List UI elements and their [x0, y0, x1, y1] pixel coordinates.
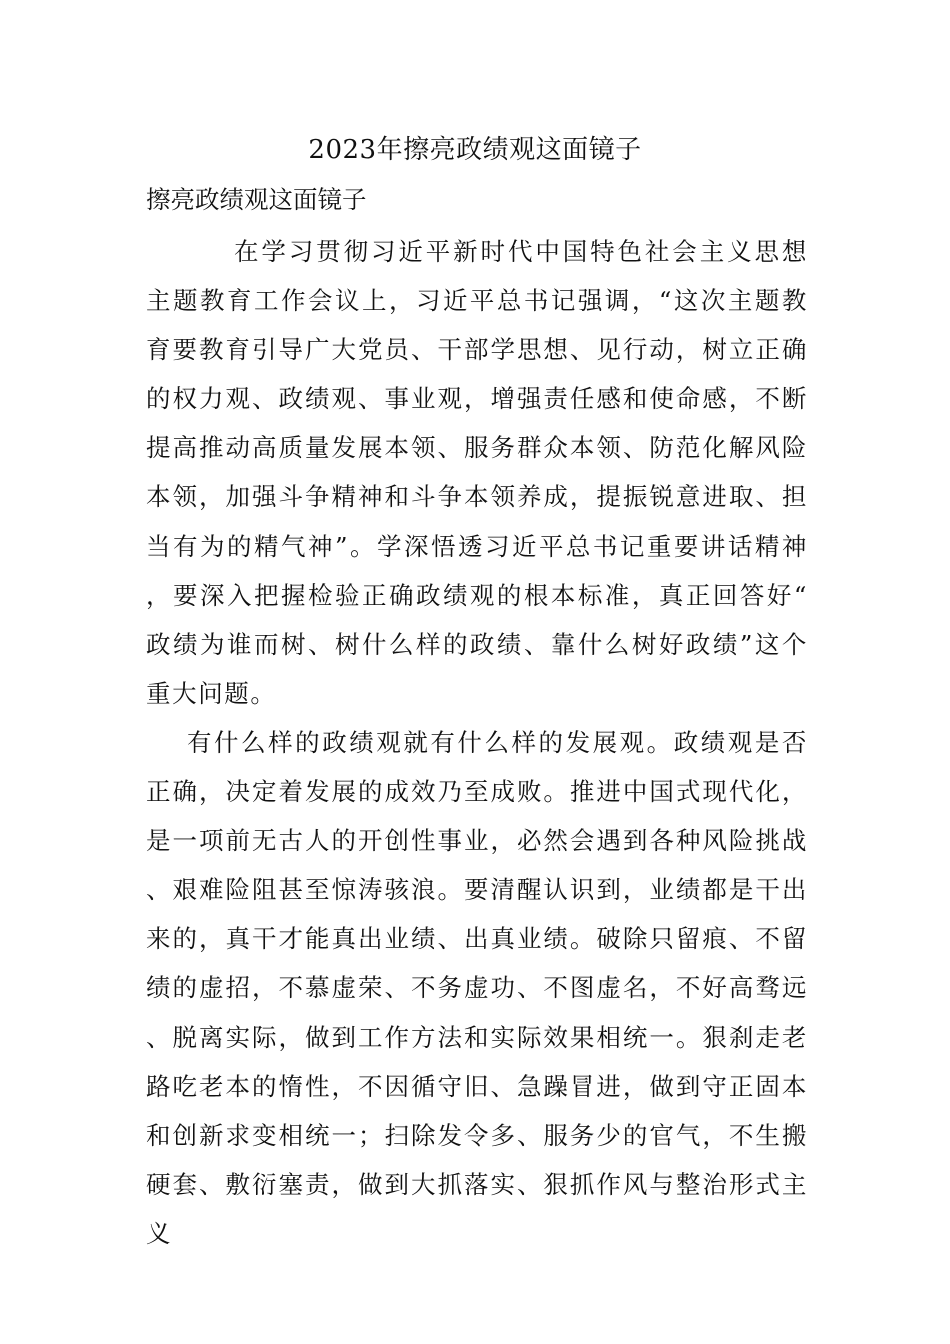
document-subtitle: 擦亮政绩观这面镜子 — [146, 185, 367, 214]
document-body — [146, 227, 808, 1258]
paragraph-1: 在学习贯彻习近平新时代中国特色社会主义思想主题教育工作会议上，习近平总书记强调，“这次主题教育要教育引导广大党员、干部学思想、见行动，树立正确的权力观、政绩观、事业观，增强责任感和使命感，不断提高推动高质量发展本领、服务群众本领、防范化解风险本领，加强斗争精神和斗争本领养成，提振锐意进取、担当有为的精气神”。学深悟透习近平总书记重要讲话精神，要深入把握检验正确政绩观的根本标准，真正回答好“政绩为谁而树、树什么样的政绩、靠什么树好政绩”这个重大问题。 — [146, 237, 808, 708]
paragraph-2: 有什么样的政绩观就有什么样的发展观。政绩观是否正确，决定着发展的成效乃至成败。推进中国式现代化，是一项前无古人的开创性事业，必然会遇到各种风险挑战、艰难险阻甚至惊涛骇浪。要清醒认识到，业绩都是干出来的，真干才能真出业绩、出真业绩。破除只留痕、不留绩的虚招，不慕虚荣、不务虚功、不图虚名，不好高骛远、脱离实际，做到工作方法和实际效果相统一。狠刹走老路吃老本的惰性，不因循守旧、急躁冒进，做到守正固本和创新求变相统一；扫除发令多、服务少的官气，不生搬硬套、敷衍塞责，做到大抓落实、狠抓作风与整治形式主义 — [146, 727, 808, 1248]
document-title: 2023年擦亮政绩观这面镜子 — [308, 135, 642, 165]
